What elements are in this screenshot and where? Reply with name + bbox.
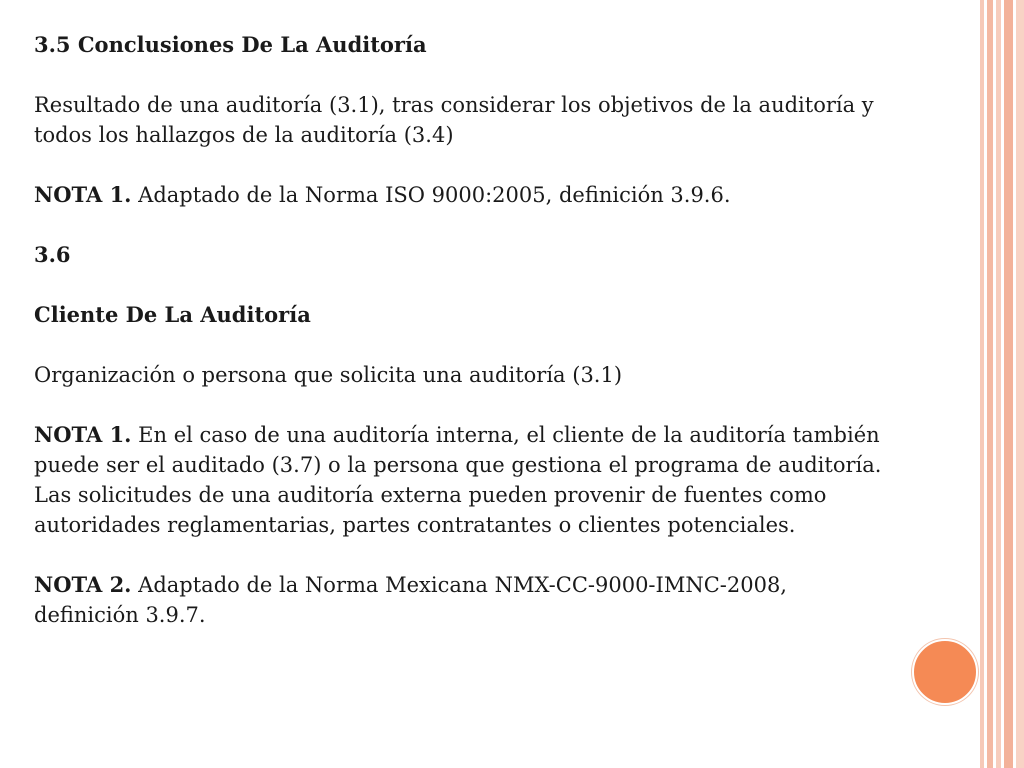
note-text: En el caso de una auditoría interna, el cliente de la auditoría también — [131, 423, 880, 447]
section-3-6-note-1 — [34, 420, 974, 450]
decorative-stripe — [1004, 0, 1013, 768]
section-3-6-number: 3.6 — [34, 242, 71, 267]
section-3-5-definition-line: Resultado de una auditoría (3.1), tras considerar los objetivos de la auditoría y — [34, 93, 874, 117]
decorative-stripe — [996, 0, 1001, 768]
note-label: NOTA 1. — [34, 422, 132, 447]
note-text: Adaptado de la Norma ISO 9000:2005, definición 3.9.6. — [131, 183, 731, 207]
note-text-line: puede ser el auditado (3.7) o la persona que gestiona el programa de auditoría. — [34, 453, 882, 477]
note-text-line: Las solicitudes de una auditoría externa pueden provenir de fuentes como — [34, 483, 827, 507]
note-label: NOTA 1. — [34, 182, 132, 207]
note-text-line: autoridades reglamentarias, partes contratantes o clientes potenciales. — [34, 513, 796, 537]
section-3-5-note-1 — [34, 180, 974, 210]
section-3-6-definition: Organización o persona que solicita una auditoría (3.1) — [34, 363, 623, 387]
note-label: NOTA 2. — [34, 572, 132, 597]
section-3-5-definition-line: todos los hallazgos de la auditoría (3.4) — [34, 123, 454, 147]
slide-content — [34, 30, 974, 630]
note-text: Adaptado de la Norma Mexicana NMX-CC-9000-IMNC-2008, — [131, 573, 787, 597]
section-3-6-heading: Cliente De La Auditoría — [34, 302, 311, 327]
section-3-5-heading: 3.5 Conclusiones De La Auditoría — [34, 32, 427, 57]
decorative-stripe — [987, 0, 993, 768]
decorative-stripe — [980, 0, 984, 768]
decorative-stripe — [1016, 0, 1024, 768]
note-text-line: definición 3.9.7. — [34, 603, 206, 627]
orange-circle-decoration — [912, 639, 978, 705]
section-3-6-note-2 — [34, 570, 974, 600]
